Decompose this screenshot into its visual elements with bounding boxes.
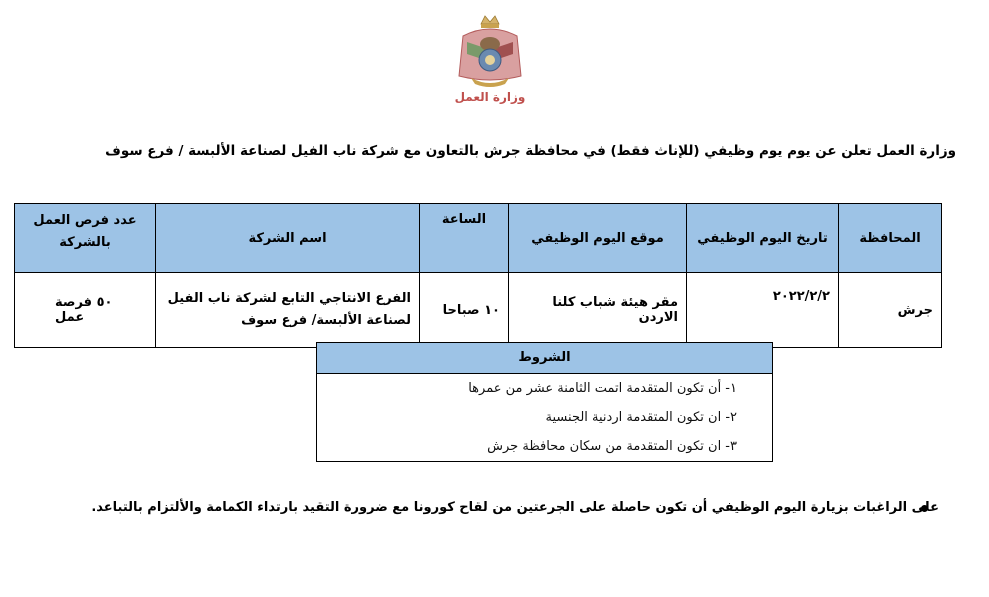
header-company: اسم الشركة [156,204,420,273]
header-time: الساعة [420,204,509,273]
cell-company: الفرع الانتاجي التابع لشركة ناب الفيل لصناعة الألبسة/ فرع سوف [156,273,420,348]
condition-item: ٣- ان تكون المتقدمة من سكان محافظة جرش [487,439,737,454]
cell-governorate: جرش [839,273,942,348]
cell-time: ١٠ صباحا [420,273,509,348]
ministry-label: وزارة العمل [454,90,526,104]
announcement-heading: وزارة العمل تعلن عن يوم يوم وظيفي (للإناث فقط) في محافظة جرش بالتعاون مع شركة ناب الفيل لصناعة الألبسة / فرع سوف [105,143,956,159]
header-location: موقع اليوم الوظيفي [509,204,687,273]
header-governorate: المحافظة [839,204,942,273]
table-row [15,273,942,348]
conditions-box [316,342,773,462]
condition-item: ١- أن تكون المتقدمة اتمت الثامنة عشر من عمرها [468,381,737,396]
header-date: تاريخ اليوم الوظيفي [687,204,839,273]
cell-location: مقر هيئة شباب كلنا الاردن [509,273,687,348]
condition-item: ٢- ان تكون المتقدمة اردنية الجنسية [545,410,737,425]
conditions-title: الشروط [317,343,772,374]
jordan-coat-of-arms-icon [455,14,525,89]
header-openings: عدد فرص العمل بالشركة [15,204,156,273]
job-fair-table [14,203,942,348]
cell-openings: ٥٠ فرصة عمل [15,273,156,348]
vaccination-note: على الراغبات بزيارة اليوم الوظيفي أن تكون حاصلة على الجرعتين من لقاح كورونا مع ضرورة التقيد بارتداء الكمامة والألتزام بالتباعد. [91,500,939,515]
table-header-row [15,204,942,273]
cell-date: ٢٠٢٢/٢/٢ [687,273,839,348]
